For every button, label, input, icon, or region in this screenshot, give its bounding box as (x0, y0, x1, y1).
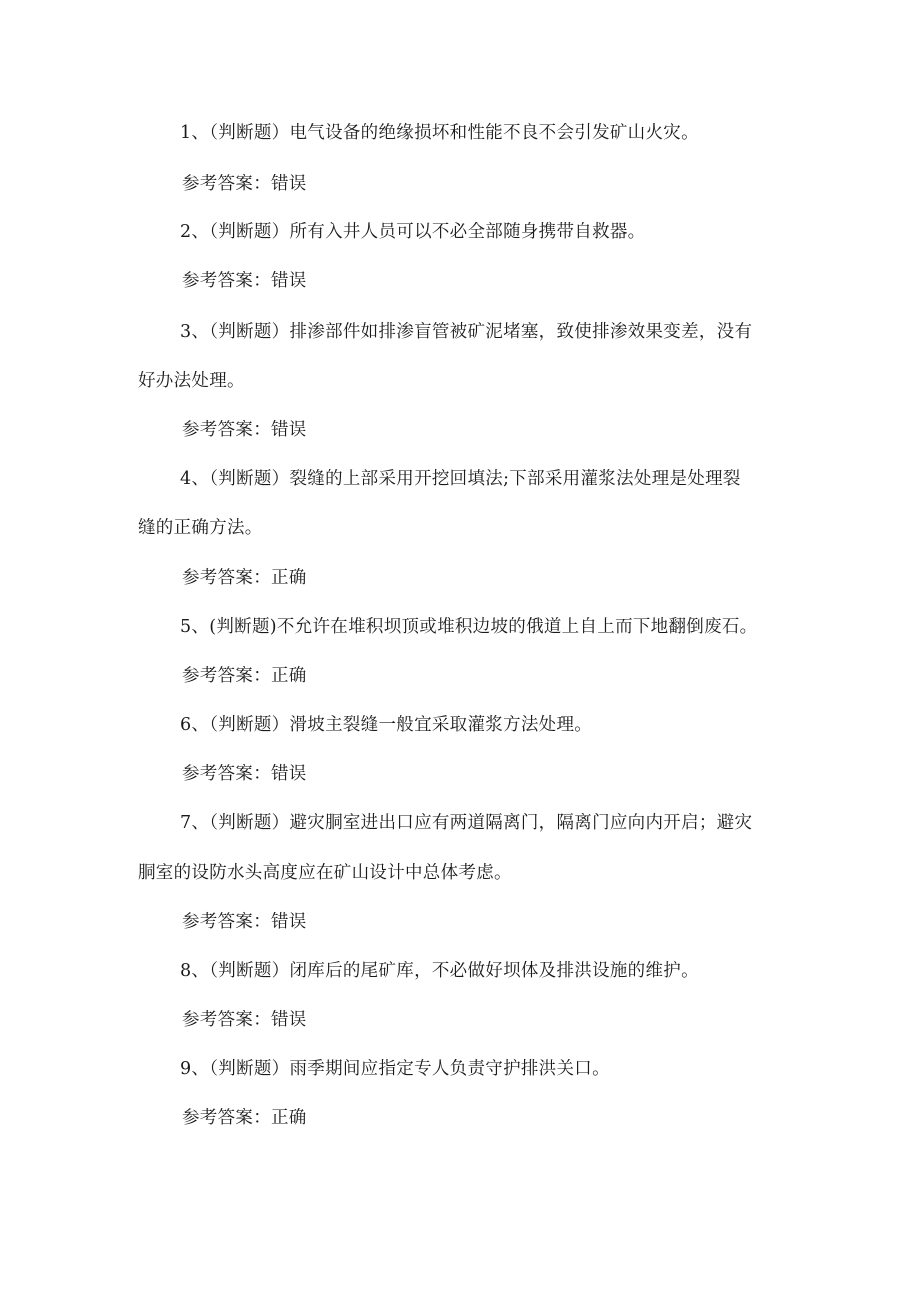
question-7-text: 7、（判断题）避灾胴室进出口应有两道隔离门，隔离门应向内开启；避灾 (180, 813, 753, 833)
answer-7: 参考答案：错误 (182, 912, 307, 932)
question-7-text-cont: 胴室的设防水头高度应在矿山设计中总体考虑。 (138, 863, 512, 883)
answer-9: 参考答案：正确 (182, 1108, 307, 1128)
question-8-text: 8、（判断题）闭库后的尾矿库，不必做好坝体及排洪设施的维护。 (180, 961, 699, 981)
answer-1: 参考答案：错误 (182, 174, 307, 194)
question-5-text: 5、(判断题)不允许在堆积坝顶或堆积边坡的俄道上自上而下地翻倒废石。 (180, 617, 758, 637)
answer-6: 参考答案：错误 (182, 764, 307, 784)
question-3-text-cont: 好办法处理。 (138, 371, 245, 391)
answer-5: 参考答案：正确 (182, 666, 307, 686)
answer-2: 参考答案：错误 (182, 271, 307, 291)
answer-3: 参考答案：错误 (182, 420, 307, 440)
question-2-text: 2、（判断题）所有入井人员可以不必全部随身携带自救器。 (180, 222, 646, 242)
question-1-text: 1、（判断题）电气设备的绝缘损坏和性能不良不会引发矿山火灾。 (180, 123, 699, 143)
question-4-text: 4、（判断题）裂缝的上部采用开挖回填法;下部采用灌浆法处理是处理裂 (180, 469, 741, 489)
answer-8: 参考答案：错误 (182, 1010, 307, 1030)
question-4-text-cont: 缝的正确方法。 (138, 518, 263, 538)
answer-4: 参考答案：正确 (182, 568, 307, 588)
question-3-text: 3、（判断题）排渗部件如排渗盲管被矿泥堵塞，致使排渗效果变差，没有 (180, 322, 753, 342)
question-6-text: 6、（判断题）滑坡主裂缝一般宜采取灌浆方法处理。 (180, 715, 593, 735)
question-9-text: 9、（判断题）雨季期间应指定专人负责守护排洪关口。 (180, 1059, 610, 1079)
